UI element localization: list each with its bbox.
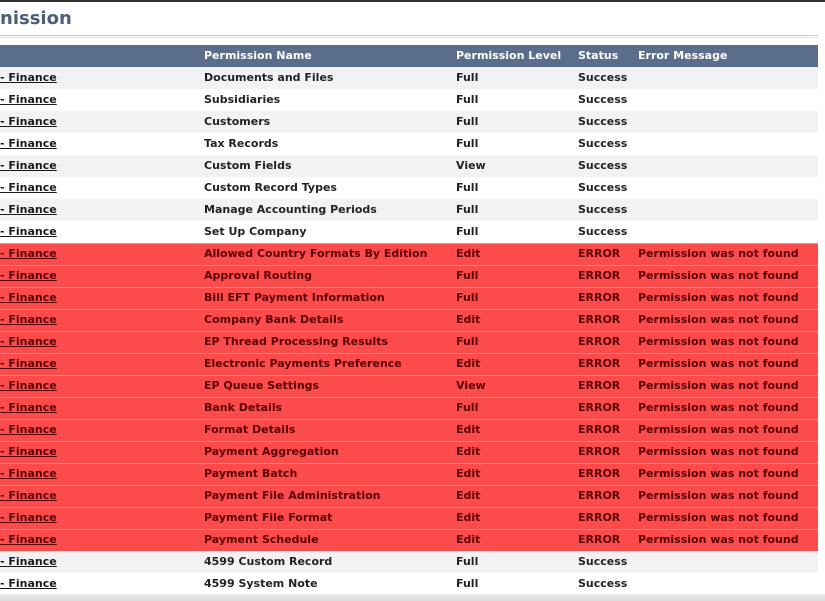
role-link[interactable]: - Finance [0,313,57,326]
status-cell: ERROR [578,291,621,304]
status-cell: ERROR [578,489,621,502]
permission-name-cell: EP Thread Processing Results [204,335,389,348]
status-cell: Success [578,555,628,568]
column-header-role [0,45,195,67]
role-cell [0,309,195,331]
title-divider [0,35,818,36]
permission-name-cell: Approval Routing [204,269,313,282]
permission-level-cell: Full [456,181,479,194]
partially-visible-row [0,594,825,601]
role-link[interactable]: - Finance [0,467,57,480]
permission-level-cell: Full [456,71,479,84]
table-row [0,111,818,133]
permission-name-cell: Bank Details [204,401,283,414]
role-cell [0,221,195,243]
role-cell [0,265,195,287]
table-row-error [0,441,818,463]
table-row-error [0,331,818,353]
role-cell [0,177,195,199]
permission-level-cell: Full [456,225,479,238]
role-cell [0,397,195,419]
permission-name-cell: EP Queue Settings [204,379,320,392]
permission-level-cell: Full [456,401,479,414]
table-row [0,573,818,595]
role-link[interactable]: - Finance [0,379,57,392]
status-cell: Success [578,115,628,128]
permission-level-cell: Edit [456,423,481,436]
error-message-cell: Permission was not found [638,401,799,414]
table-row-error [0,287,818,309]
permission-name-cell: Payment File Administration [204,489,381,502]
error-message-cell [638,551,818,573]
role-cell [0,529,195,551]
status-cell: ERROR [578,401,621,414]
table-row [0,551,818,573]
error-message-cell [638,177,818,199]
status-cell: ERROR [578,379,621,392]
role-link[interactable]: - Finance [0,401,57,414]
status-cell: ERROR [578,467,621,480]
table-row-error [0,397,818,419]
permission-name-cell: 4599 System Note [204,577,318,590]
status-cell: Success [578,203,628,216]
role-link[interactable]: - Finance [0,269,57,282]
status-cell: ERROR [578,335,621,348]
table-row-error [0,419,818,441]
error-message-cell: Permission was not found [638,379,799,392]
role-cell [0,89,195,111]
permission-level-cell: Edit [456,511,481,524]
role-link[interactable]: - Finance [0,489,57,502]
permissions-table [0,45,818,595]
table-row-error [0,529,818,551]
role-cell [0,243,195,265]
table-row [0,221,818,243]
error-message-cell: Permission was not found [638,489,799,502]
error-message-cell [638,111,818,133]
error-message-cell: Permission was not found [638,511,799,524]
role-link[interactable]: - Finance [0,511,57,524]
permission-name-cell: Customers [204,115,271,128]
permission-name-cell: Subsidiaries [204,93,281,106]
permission-level-cell: Edit [456,247,481,260]
permission-level-cell: Edit [456,357,481,370]
permission-level-cell: Full [456,335,479,348]
status-cell: ERROR [578,247,621,260]
table-row-error [0,353,818,375]
permission-name-cell: Allowed Country Formats By Edition [204,247,428,260]
error-message-cell: Permission was not found [638,533,799,546]
table-row [0,155,818,177]
permission-level-cell: Full [456,555,479,568]
role-cell [0,573,195,595]
permission-name-cell: Documents and Files [204,71,334,84]
role-link[interactable]: - Finance [0,335,57,348]
status-cell: ERROR [578,357,621,370]
status-cell: ERROR [578,511,621,524]
permission-level-cell: Full [456,291,479,304]
role-link[interactable]: - Finance [0,357,57,370]
permission-level-cell: View [456,159,486,172]
status-cell: Success [578,577,628,590]
role-cell [0,353,195,375]
error-message-cell: Permission was not found [638,269,799,282]
role-link[interactable]: - Finance [0,577,57,590]
permission-name-cell: Company Bank Details [204,313,344,326]
page-title: nission [0,8,72,29]
error-message-cell: Permission was not found [638,291,799,304]
permission-name-cell: Format Details [204,423,296,436]
role-link[interactable]: - Finance [0,423,57,436]
error-message-cell: Permission was not found [638,423,799,436]
role-link[interactable]: - Finance [0,137,57,150]
role-cell [0,507,195,529]
role-link[interactable]: - Finance [0,181,57,194]
status-cell: ERROR [578,313,621,326]
status-cell: ERROR [578,445,621,458]
permission-name-cell: Set Up Company [204,225,307,238]
role-cell [0,551,195,573]
error-message-cell [638,155,818,177]
permission-name-cell: Payment Aggregation [204,445,339,458]
role-cell [0,463,195,485]
error-message-cell: Permission was not found [638,445,799,458]
status-cell: Success [578,93,628,106]
permission-name-cell: Payment Batch [204,467,298,480]
error-message-cell: Permission was not found [638,357,799,370]
role-cell [0,419,195,441]
table-row [0,199,818,221]
column-header-permission-name[interactable]: Permission Name [204,49,312,62]
permission-level-cell: Edit [456,313,481,326]
status-cell: ERROR [578,423,621,436]
permission-name-cell: Manage Accounting Periods [204,203,377,216]
column-header-error-message[interactable]: Error Message [638,49,728,62]
permission-level-cell: Full [456,115,479,128]
error-message-cell: Permission was not found [638,247,799,260]
error-message-cell: Permission was not found [638,335,799,348]
table-header-row [0,45,818,67]
error-message-cell [638,133,818,155]
status-cell: ERROR [578,269,621,282]
permission-level-cell: Edit [456,533,481,546]
column-header-status[interactable]: Status [578,49,619,62]
status-cell: Success [578,181,628,194]
role-cell [0,67,195,89]
table-row-error [0,265,818,287]
status-cell: Success [578,225,628,238]
error-message-cell [638,89,818,111]
role-link[interactable]: - Finance [0,71,57,84]
error-message-cell: Permission was not found [638,467,799,480]
role-cell [0,287,195,309]
role-link[interactable]: - Finance [0,159,57,172]
table-row-error [0,463,818,485]
table-row [0,89,818,111]
table-body [0,67,818,595]
role-cell [0,331,195,353]
status-cell: ERROR [578,533,621,546]
role-cell [0,375,195,397]
role-cell [0,485,195,507]
table-row [0,133,818,155]
role-cell [0,199,195,221]
role-link[interactable]: - Finance [0,247,57,260]
table-row-error [0,507,818,529]
permission-name-cell: Payment File Format [204,511,333,524]
role-link[interactable]: - Finance [0,203,57,216]
permission-level-cell: Edit [456,467,481,480]
permission-level-cell: Full [456,93,479,106]
role-link[interactable]: - Finance [0,445,57,458]
table-row [0,177,818,199]
permission-name-cell: Electronic Payments Preference [204,357,402,370]
role-link[interactable]: - Finance [0,93,57,106]
status-cell: Success [578,137,628,150]
role-link[interactable]: - Finance [0,225,57,238]
error-message-cell: Permission was not found [638,313,799,326]
permission-name-cell: Custom Record Types [204,181,337,194]
permission-level-cell: Edit [456,489,481,502]
role-cell [0,441,195,463]
role-link[interactable]: - Finance [0,555,57,568]
table-row-error [0,485,818,507]
permission-level-cell: Edit [456,445,481,458]
role-cell [0,133,195,155]
role-link[interactable]: - Finance [0,533,57,546]
role-link[interactable]: - Finance [0,115,57,128]
error-message-cell [638,573,818,595]
permission-name-cell: Tax Records [204,137,279,150]
table-row [0,67,818,89]
permission-name-cell: Custom Fields [204,159,292,172]
permission-name-cell: Bill EFT Payment Information [204,291,385,304]
permission-level-cell: Full [456,137,479,150]
table-row-error [0,375,818,397]
column-header-permission-level[interactable]: Permission Level [456,49,562,62]
permission-level-cell: View [456,379,486,392]
error-message-cell [638,67,818,89]
permission-name-cell: 4599 Custom Record [204,555,333,568]
table-row-error [0,243,818,265]
role-cell [0,155,195,177]
permission-level-cell: Full [456,203,479,216]
table-row-error [0,309,818,331]
title-divider-shadow [0,37,818,38]
error-message-cell [638,221,818,243]
error-message-cell [638,199,818,221]
window-top-border [0,0,825,2]
role-cell [0,111,195,133]
status-cell: Success [578,71,628,84]
permission-level-cell: Full [456,269,479,282]
permission-name-cell: Payment Schedule [204,533,319,546]
permission-level-cell: Full [456,577,479,590]
status-cell: Success [578,159,628,172]
role-link[interactable]: - Finance [0,291,57,304]
